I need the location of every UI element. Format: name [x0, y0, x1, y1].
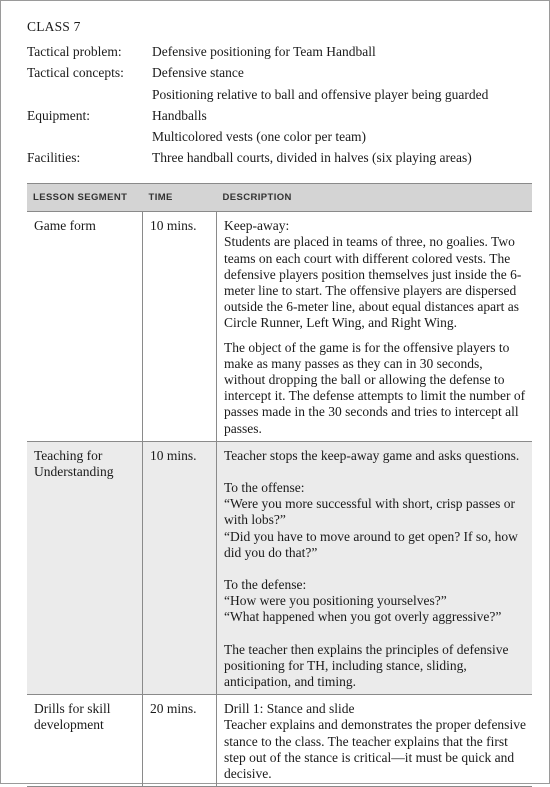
time-cell: 10 mins.: [143, 441, 217, 694]
teacher-closing: The teacher then explains the principles of defensive positioning for TH, including stance, sliding, anticipation, and timing.: [224, 641, 509, 690]
table-header-row: [27, 184, 532, 212]
time-cell: 20 mins.: [143, 695, 217, 787]
teacher-intro: Teacher stops the keep-away game and asks questions.: [224, 447, 520, 463]
header-description: DESCRIPTION: [217, 184, 533, 212]
defense-label: To the defense:: [224, 577, 307, 593]
meta-label: Tactical concepts:: [27, 65, 124, 81]
defense-question: “How were you positioning yourselves?”: [224, 593, 447, 609]
time-cell: 10 mins.: [143, 212, 217, 442]
meta-facilities: [27, 147, 527, 168]
drill-title: Drill 1: Stance and slide: [224, 701, 355, 717]
table-row: [27, 441, 532, 694]
meta-label: Equipment:: [27, 107, 90, 123]
meta-value: Defensive positioning for Team Handball: [152, 44, 376, 59]
class-title: CLASS 7: [27, 19, 81, 34]
meta-value: Multicolored vests (one color per team): [152, 129, 367, 145]
meta-value: Handballs: [152, 107, 207, 123]
offense-label: To the offense:: [224, 480, 305, 496]
lesson-meta: [27, 41, 527, 169]
offense-question: “Did you have to move around to get open? If so, how did you do that?”: [224, 528, 518, 560]
meta-equipment: [27, 105, 527, 148]
segment-cell: Drills for skill development: [27, 695, 143, 787]
description-cell: [217, 212, 533, 442]
offense-questions: [224, 480, 526, 561]
game-objective: The object of the game is for the offensive players to make as many passes as they can in 30 seconds, without dropping the ball or allowing the defense to intercept it. The defense attempts to limit the number of passes made in the 30 seconds and tries to intercept all passes.: [224, 339, 526, 436]
header-lesson-segment: LESSON SEGMENT: [27, 184, 143, 212]
offense-question: “Were you more successful with short, crisp passes or with lobs?”: [224, 496, 515, 528]
game-title: Keep-away:: [224, 218, 290, 234]
meta-label: Facilities:: [27, 150, 81, 166]
meta-value: Three handball courts, divided in halves (six playing areas): [152, 150, 472, 166]
lesson-table: [27, 183, 532, 787]
description-cell: [217, 441, 533, 694]
game-rules: Students are placed in teams of three, no goalies. Two teams on each court with different colored vests. The defensive players position themselves just inside the 6-meter line to start. The offensive players are dispersed outside the 6-meter line, about equal distances apart as Circle Runner, Left Wing, and Right Wing.: [224, 234, 522, 331]
table-row: [27, 695, 532, 787]
segment-cell: Game form: [27, 212, 143, 442]
meta-value: Defensive stance: [152, 65, 244, 81]
defense-questions: [224, 577, 526, 626]
drill-text: Teacher explains and demonstrates the proper defensive stance to the class. The teacher explains that the first step out of the stance is critical—it must be quick and decisive.: [224, 717, 526, 782]
meta-tactical-problem: [27, 41, 527, 62]
segment-cell: Teaching for Understanding: [27, 441, 143, 694]
meta-label: Tactical problem:: [27, 44, 122, 59]
meta-value: Positioning relative to ball and offensive player being guarded: [152, 86, 489, 102]
table-row: [27, 212, 532, 442]
defense-question: “What happened when you got overly aggressive?”: [224, 609, 502, 625]
header-time: TIME: [143, 184, 217, 212]
description-cell: [217, 695, 533, 787]
meta-tactical-concepts: [27, 62, 527, 105]
